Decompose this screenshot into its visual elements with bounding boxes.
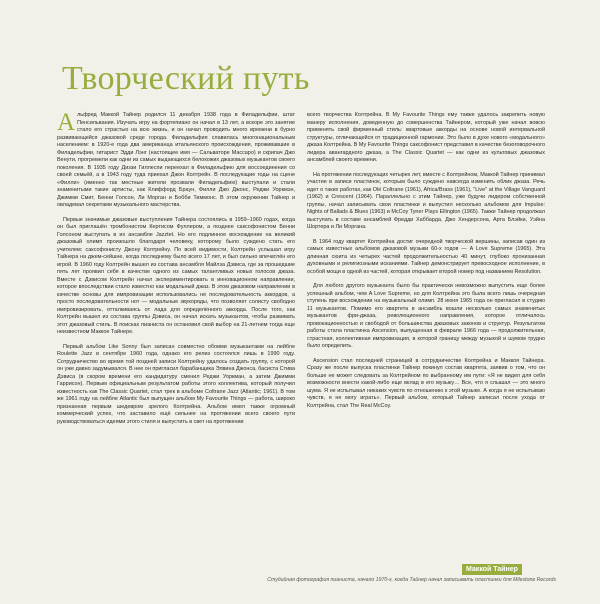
paragraph: Ascension стал последней страницей в сотрудничестве Колтрейна и Маккоя Тайнера. Сразу же после выпуска пластинки Тайнер покинул состав квартета, заявив о том, что он больше не может следовать за Колтрейном по выбранному им пути: «Я не видел для себя возможности внести какой-либо еще вклад в его музыку… Все, что я слышал — это много шума. Я не испытывал никаких чувств по отношению к этой музыке. А когда я не испытываю чувств, я не могу играть». Первый альбом, который Тайнер записал после ухода от Колтрейна, стал The Real McCoy.	[307, 357, 545, 409]
right-column	[307, 112, 545, 417]
paragraph: Для любого другого музыканта было бы практически невозможно выпустить еще более успешный альбом, чем A Love Supreme, но для Колтрейна это была всего лишь очередная ступень при восхождении на музыкальный олимп. 28 июня 1965 года он пригласил в студию 11 музыкантов. Помимо его квартета в ансамбль вошли несколько самых знаменитых музыкантов фри-джаза, революционного направления, которое отличалось провокационностью и свободой от большинства джазовых законов и структур. Результатом работы стала пластинка Ascension, выпущенная в феврале 1966 года — продолжительная, страстная, коллективная импровизация, в которой границу между музыкой и шумом трудно было определить.	[307, 283, 545, 349]
page-title: Творческий путь	[62, 60, 310, 97]
photo-credit-label: Маккой Тайнер	[462, 564, 522, 575]
paragraph: На протяжении последующих четырех лет, вместе с Колтрейном, Маккой Тайнер принимал участие в записи пластинок, которым было суждено навсегда изменить облик джаза. Речь идет о таких работах, как Olé Coltrane (1961), Africa/Brass (1961), "Live" at the Village Vanguard (1962) и Crescent (1964). Параллельно с этим Тайнер, уже будучи лидером собственной группы, начал записывать свои пластинки и выпустил несколько альбомов для Impulse: Nights of Ballads & Blues (1963) и McCoy Tyner Plays Ellington (1965). Также Тайнер продолжал выступать в составе ансамблей Фредди Хаббарда, Джо Хендерсона, Арта Блэйки, Уэйна Шортера и Ли Моргана.	[307, 171, 546, 230]
photo-caption: Студийная фотография пианиста, начало 1970-х, когда Тайнер начал записывать пластинки для Milestone Records	[267, 577, 556, 583]
paragraph: Первые значимые джазовые выступления Тайнера состоялись в 1959–1960 годах, когда он был приглашён тромбонистом Кертисом Фуллером, а позднее саксофонистом Бенни Голсоном выступать в их ансамбле Jazztet. Но его подлинное восхождение на великий джазовый олимп произошло благодаря человеку, которому было суждено стать его учителем: саксофонисту Джону Колтрейну. По всей видимости, Колтрейн услышал игру Тайнера на джем-сейшне, когда последнему было всего 17 лет, и был сильно впечатлён его игрой. В 1960 году Колтрейн вышел из состава ансамбля Майлза Дэвиса, где за прошедшие пять лет проявил себя в качестве одного из самых талантливых новых голосов джаза. Вместе с Дэвисом Колтрейн начал экспериментировать в инновационном направлении, которое впоследствии стало известно как модальный джаз. В этом джазовом направлении в качестве основы для импровизации использовались не последовательность аккордов, а просто последовательности нот — модальные звукоряды, что позволяет солисту свободно импровизировать, отталкиваясь от лада для определённого аккорда. После того, как Колтрейн вышел из состава группы Дэвиса, он начал искать музыкантов, чтобы развивать этот джазовый стиль. В поисках пианиста он остановил свой выбор на 21-летнем тогда еще неизвестном Маккое Тайнере.	[57, 216, 295, 335]
paragraph: Первый альбом Like Sonny был записан совместно обоими музыкантами на лейбле Roulette Jazz в сентябре 1960 года, однако его релиз состоялся лишь в 1990 году. Сотрудничество во время той поздней записи Колтрейну удалось создать группу, с которой он уже давно задумывался. В нее он пригласил барабанщика Элвина Джонса, басиста Стива Дэвиса (в скором времени его кандидатуру сменил Реджи Уоркман, а затем Джимми Гаррисон). Первым официальным результатом работы этого коллектива, который получил известность как The Classic Quartet, стал трек в альбоме Coltrane Jazz (Atlantic; 1961). В том же 1961 году на лейбле Atlantic был выпущен альбом My Favourite Things — работа, широко признанная первым шедевром зрелого Колтрейна. Альбом имел также огромный коммерческий успех, что заставило ещё сильнее на протяжении всего своего пути руководствоваться идеями этого стиля и выпустить в свет на протяжении	[57, 343, 295, 425]
drop-cap: А	[57, 109, 76, 136]
paragraph: всего творчества Колтрейна. В My Favourite Things ему также удалось закрепить новую манеру исполнения, доведенную до совершенства Тайнером, который уже начал вовсю применять свой фирменный стиль: квартовые аккорды на основе новой интервальной структуры, отличающейся от традиционной гармонии. Это было в духе нового «модального» джаза Колтрейна. В My Favourite Things саксофонист представил в качестве безоговорочного лидера авангардного джаза, а The Classic Quartet — как одни из культовых джазовых ансамблей своего времени.	[307, 112, 545, 163]
paragraph: Альфред Маккой Тайнер родился 11 декабря 1938 года в Филадельфии, штат Пенсильвания. Изучать игру на фортепиано он начал в 13 лет, а вскоре это занятие стало его страстью на всю жизнь, и он начал проводить много времени в бурно развивающейся джазовой среде города. Филадельфия славилась многонациональным населением: в 1920-е года два американца итальянского происхождения, проживавшие в Филадельфии, гитарист Эдди Лэнг (настоящее имя — Сальваторе Массаро) и скрипач Джо Венути, прогремели как одни из самых выдающихся белокожих джазовых музыкантов своего поколения. В 1935 году Диззи Гиллеспи переехал в Филадельфию для воссоединения со своей семьёй, а в 1943 году туда приехал Джон Колтрейн. В последующие годы на сцене «Филли» (именно так местные жители прозвали Филадельфию) выступали и стали знаменитыми такие артисты, как Клиффорд Браун, Филли Джо Джонс, Реджи Уоркмэн, Джимми Смит, Бенни Голсон, Ли Морган и Бобби Тиммонс. В этом окружении Тайнер и овладевал секретами музыкального мастерства.	[57, 109, 295, 208]
left-column	[57, 109, 295, 433]
paragraph: В 1964 году квартет Колтрейна достиг очередной творческой вершины, записав один из самых известных альбомов джазовой музыки 60-х годов — A Love Supreme (1965). Эта длинная сюита из четырех частей продолжительностью 40 минут, глубоко пронизанная духовными и религиозными исканиями. Тайнер демонстрирует превосходное исполнение, в особой мощи в одной из частей, которая открывает второй номер под названием Resolution.	[307, 238, 545, 275]
